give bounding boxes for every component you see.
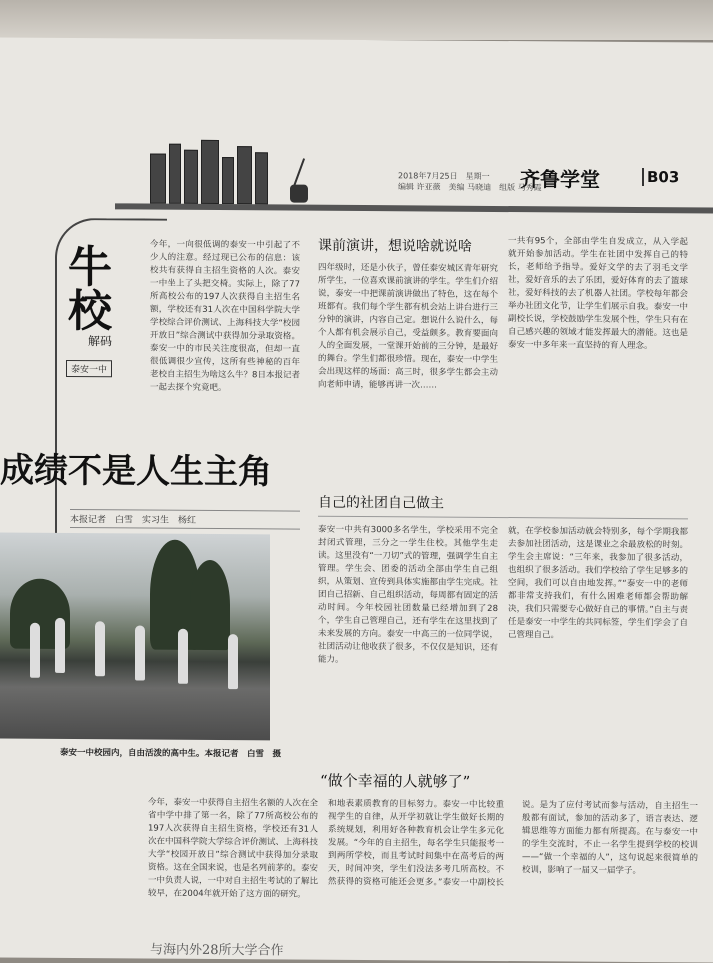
school-tag: 泰安一中 xyxy=(66,360,112,377)
subhead-happy: “做个幸福的人就够了” xyxy=(320,771,471,791)
column-logo xyxy=(68,241,130,356)
speech-col-left: 四年级时，还是小伙子，曾任泰安城区青年研究所学生，一位喜欢课前演讲的学生。学生们介绍说，泰安一中把课前演讲做出了特色，这在每个班都有。我们每个学生都有机会站上讲台进行三分钟的演讲，内容自己定。想说什么说什么，每个人都有机会展示自己，受益颇多。教育要面向人的全面发展，一堂课开始前的三分钟，是最好的舞台。学生们都很珍惜。现在，泰安一中学生会出现这样的场面：高三时，很多学生都会主动向老师申请，能够再讲一次…… xyxy=(318,262,498,391)
clubs-col-right: 就，在学校参加活动就会特别多，每个学期我都去参加社团活动，这是课业之余最放松的时刻。学生会主席说：“三年来，我参加了很多活动，也组织了很多活动。我们学校给了学生足够多的空间，我们可以自由地发挥。”“泰安一中的老师都非常支持我们，有什么困难老师都会帮助解决，我们只需要专心做好自己的事情。”自主与责任是泰安一中学生的共同标签，学生们学会了自己管理自己。 xyxy=(508,526,688,641)
happy-col-left: 今年，泰安一中获得自主招生名额的人次在全省中学中排了第一名，除了77所高校公布的197人次获得自主招生资格，学校还有31人次在中国科学院大学综合评价测试、上海科技大学“校园开放日”综合测试中获得加分录取资格。这在全国来说，也是名列前茅的。泰安一中负责人说，一中对自主招生考试的了解比较早，在2004年就开始了这方面的研究。 xyxy=(148,797,318,900)
intro-paragraph: 今年，一向很低调的泰安一中引起了不少人的注意。经过现已公布的信息：该校共有获得自主招生资格的人次。泰安一中坐上了头把交椅。实际上，除了77所高校公布的197人次获得自主招生名额，学校还有31人次在中国科学院大学学校综合评价测试、上海科技大学“校园开放日”综合测试中获得加分录取资格。泰安一中的市民关注度很高，但却一直很低调很少宣传，这所有些神秘的百年老校自主招生为啥这么牛？8日本报记者一起去探个究竟吧。 xyxy=(150,239,300,394)
header-shelf-rule xyxy=(115,203,713,213)
bottom-teaser-headline: 与海内外28所大学合作 xyxy=(150,942,284,959)
byline: 本报记者 白雪 实习生 杨红 xyxy=(70,509,300,530)
issue-date: 2018年7月25日 星期一 xyxy=(398,171,490,181)
speech-col-right: 一共有95个，全部由学生自发成立，从入学起就开始参加活动。学生在社团中发挥自己的特长，老师给予指导。爱好文学的去了羽毛文学社，爱好音乐的去了乐团，爱好体育的去了篮球社，爱好科技的去了机器人社团。学校每年都会举办社团文化节，让学生们展示自我。泰安一中副校长说，学校鼓励学生发展个性，学生只有在自己感兴趣的领域才能发挥最大的潜能。这也是泰安一中多年来一直坚持的育人理念。 xyxy=(508,236,688,352)
subhead-speech: 课前演讲，想说啥就说啥 xyxy=(318,237,472,255)
books-illustration xyxy=(150,139,268,205)
subhead-clubs: 自己的社团自己做主 xyxy=(318,494,444,512)
logo-sub-text: 解码 xyxy=(88,334,113,349)
logo-main-text: 牛校 xyxy=(68,241,112,338)
article-headline: 成绩不是人生主角 xyxy=(0,450,272,493)
photo-caption: 泰安一中校园内，自由活泼的高中生。本报记者 白雪 摄 xyxy=(60,747,282,760)
newspaper-page xyxy=(0,38,713,963)
page-number: B03 xyxy=(642,168,679,186)
top-paper-edge xyxy=(0,0,713,40)
students-photo xyxy=(0,533,270,741)
clubs-col-left: 泰安一中共有3000多名学生，学校采用不完全封闭式管理，三分之一学生住校。其他学生走读。这里没有“一刀切”式的管理，强调学生自主管理。学生会、团委的活动全部由学生自己组织，从策划、宣传到具体实施都由学生完成。社团自己招新、自己组织活动，每周都有固定的活动时间。今年校园社团数量已经增加到了28个，学生自己管理自己，还有学生在这里找到了未来发展的方向。泰安一中高三的一位同学说，社团活动让他收获了很多，不仅仅是知识，还有能力。 xyxy=(318,524,498,665)
happy-col-right: 和地表素质教育的目标努力。泰安一中比较重视学生的自律，从开学初就让学生做好长期的系统规划，利用好各种教育机会让学生多元化发展。“今年的自主招生，每名学生只能报考一到两所学校，而且考试时间集中在高考后的两天，时间冲突，学生们没法多考几所高校。不然获得的资格可能还会更多。”泰安一中副校长说。是为了应付考试而参与活动，自主招生一般都有面试，参加的活动多了，语言表达、逻辑思维等方面能力都有所提高。在与泰安一中的学生交流时，不止一名学生提到学校的校训——“做一个幸福的人”，这句说起来很简单的校训，影响了一届又一届学子。 xyxy=(328,798,698,889)
section-divider xyxy=(318,516,688,520)
pen-icon xyxy=(293,158,305,187)
inkpot-icon xyxy=(290,185,308,203)
editor-credits: 编辑 许亚薇 美编 马晓迪 组版 马秀霞 xyxy=(398,182,542,193)
section-title: 齐鲁学堂 xyxy=(520,167,600,192)
